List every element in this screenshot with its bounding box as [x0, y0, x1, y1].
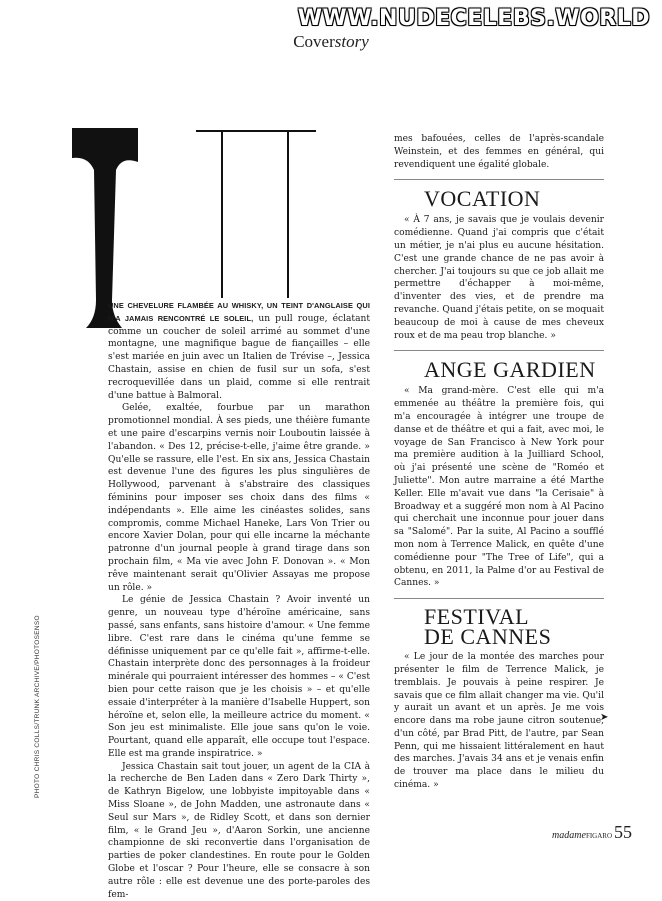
festival-text: « Le jour de la montée des marches pour présenter le film de Terrence Malick, je tremblais. Je pouvais à peine respirer. Je savais que ce film allait changer ma vie. Qu'il y aurait un avant et un après. Je me vois encore dans ma robe jaune citron soutenue, d'un côté, par Brad Pitt, de l'autre, par Sean Penn, qui me hissaient littéralement en haut des marches. J'avais 34 ans et je venais enfin de trouver ma place dans le milieu du cinéma. »: [394, 652, 604, 791]
intro-paragraph: [108, 300, 370, 402]
magazine-name: madame: [552, 830, 586, 841]
heading-festival: [424, 604, 604, 650]
drop-cap-graphic: [72, 128, 138, 328]
heading-festival-line2: DE CANNES: [424, 624, 552, 650]
section-cover: Cover: [293, 32, 335, 51]
photo-credit: PHOTO CHRIS COLLS/TRUNK ARCHIVE/PHOTOSENSO: [34, 615, 41, 798]
body-paragraph-3: Jessica Chastain sait tout jouer, un agent de la CIA à la recherche de Ben Laden dans « Zero Dark Thirty », de Kathryn Bigelow, une lobbyiste impitoyable dans « Miss Sloane », de John Madden, une astronaute dans « Seul sur Mars », de Ridley Scott, et dans son dernier film, « le Grand Jeu », d'Aaron Sorkin, une ancienne championne de ski reconvertie dans l'organisation de parties de poker clandestines. En route pour le Golden Globe et l'oscar ? Pour l'heure, elle se consacre à son autre rôle : elle est devenue une des porte-paroles des fem-: [108, 761, 370, 900]
section-story: story: [334, 32, 369, 51]
ange-text: « Ma grand-mère. C'est elle qui m'a emmenée au théâtre la première fois, qui m'a encouragée à intégrer une troupe de danse et de théâtre et qui a fait, avec moi, le voyage de San Francisco à New York pour ma première audition à la Juilliard School, où j'ai présenté une scène de "Roméo et Juliette". Mon autre marraine a été Marthe Keller. Elle m'avait vue dans "la Cerisaie" à Broadway et a suggéré mon nom à Al Pacino qui cherchait une inconnue pour jouer dans sa "Salomé". Par la suite, Al Pacino a soufflé mon nom à Terrence Malick, en quête d'une comédienne pour "The Tree of Life", qui a obtenu, en 2011, la Palme d'or au Festival de Cannes. »: [394, 386, 604, 589]
page-footer: [552, 822, 632, 843]
lead-in: UNE CHEVELURE FLAMBÉE AU WHISKY, UN TEINT D'ANGLAISE QUI N'A JAMAIS RENCONTRÉ LE SOLEIL,: [108, 301, 370, 323]
watermark: WWW.NUDECELEBS.WORLD: [297, 6, 650, 31]
end-mark-icon: ➤: [600, 712, 609, 723]
heading-festival-line1: FESTIVAL: [424, 604, 530, 630]
intro-text: un pull rouge, éclatant comme un coucher de soleil arrimé au sommet d'une montagne, une magnifique bague de fiançailles – elle s'est mariée en juin avec un Italien de Trévise –, Jessica Chastain, assise en chien de fusil sur un sofa, s'est recroquevillée dans un plaid, comme si elle rentrait d'une battue à Balmoral.: [108, 313, 371, 401]
body-paragraph-2: Le génie de Jessica Chastain ? Avoir inventé un genre, un nouveau type d'héroïne américaine, sans passé, sans enfants, sans histoire d'amour. « Une femme libre. C'est rare dans le cinéma qu'une femme se définisse uniquement par ce qu'elle fait », affirme-t-elle. Chastain interprète donc des personnages à la froideur minérale qui pourraient intéresser des hommes – « C'est bien pour cette raison que je les choisis » – et qu'elle essaie d'interpréter à la manière d'Isabelle Huppert, son héroïne et, selon elle, la meilleure actrice du moment. « Son jeu est minimaliste. Elle joue sans qu'on le voie. Pourtant, quand elle apparaît, elle occupe tout l'espace. Elle est ma grande inspiratrice. »: [108, 595, 370, 759]
thin-t-graphic: [196, 130, 316, 298]
section-title: [0, 32, 662, 52]
right-column: [394, 133, 604, 792]
heading-ange-gardien: ANGE GARDIEN: [424, 357, 596, 383]
vocation-text: « À 7 ans, je savais que je voulais devenir comédienne. Quand j'ai compris que c'était un métier, je n'ai plus eu aucune hésitation. C'est une grande chance de ne pas avoir à chercher. J'ai toujours su que ce job allait me permettre d'échapper à moi-même, d'inventer des vies, et de prendre ma revanche. Quand j'étais petite, on se moquait beaucoup de moi à cause de mes cheveux roux et de ma peau trop blanche. »: [394, 215, 604, 341]
magazine-brand: FIGARO: [585, 832, 612, 840]
body-paragraph-1: Gelée, exaltée, fourbue par un marathon promotionnel mondial. À ses pieds, une théière fumante et une paire d'escarpins vernis noir Louboutin laissée à l'abandon. « Des 12, précise-t-elle, j'aime être grande. » Qu'elle se rassure, elle l'est. En six ans, Jessica Chastain est devenue l'une des figures les plus singulières de Hollywood, parvenant à s'abstraire des classiques féminins pour imposer ses choix dans des films « indépendants ». Elle aime les cinéastes solides, sans compromis, comme Michael Haneke, Lars Von Trier ou encore Xavier Dolan, pour qui elle incarne la méchante patronne d'un journal people à grand tirage dans son prochain film, « Ma vie avec John F. Donovan ». « Mon rêve maintenant serait qu'Olivier Assayas me propose un rôle. »: [108, 403, 370, 593]
divider: [394, 179, 604, 180]
divider: [394, 350, 604, 351]
heading-vocation: VOCATION: [424, 186, 541, 212]
left-column: [108, 300, 370, 901]
page-number: 55: [614, 822, 632, 842]
divider: [394, 598, 604, 599]
continuation-paragraph: mes bafouées, celles de l'après-scandale Weinstein, et des femmes en général, qui revendiquent une égalité globale.: [394, 134, 604, 170]
